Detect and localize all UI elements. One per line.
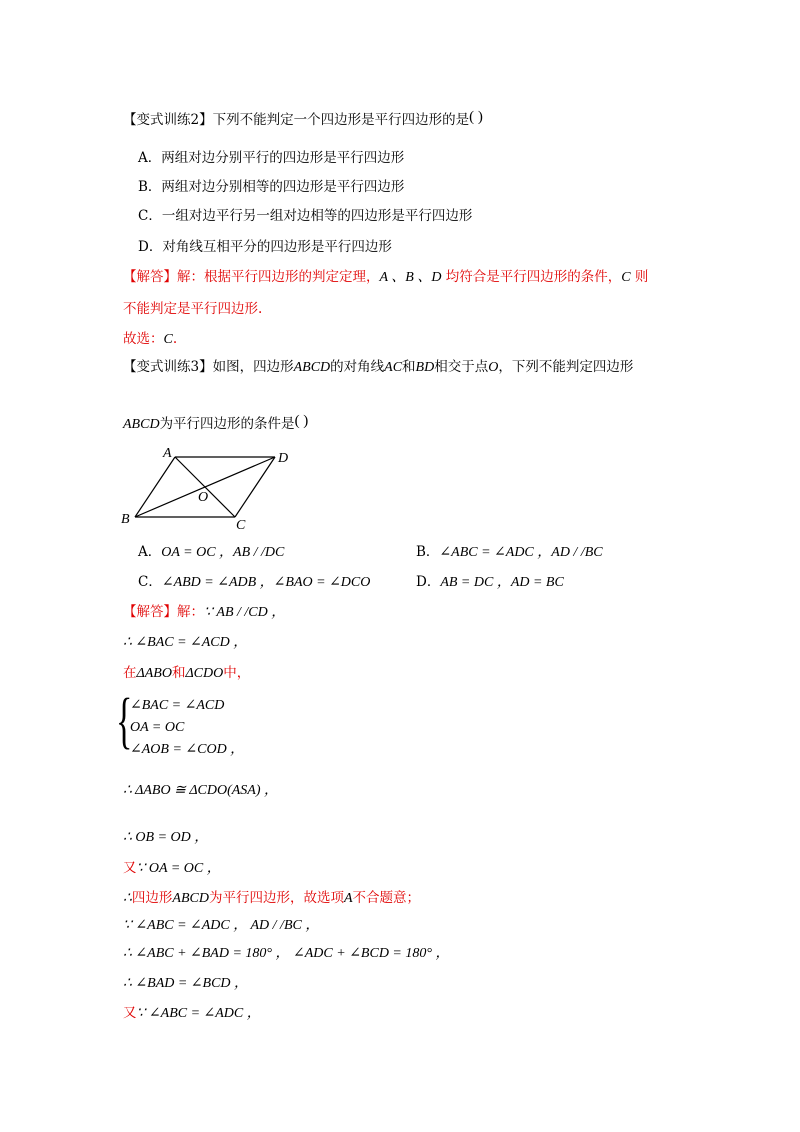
sol-s7b: 四边形 — [131, 890, 173, 906]
q2-stem-text: 下列不能判定一个四边形是平行四边形的是 — [212, 112, 470, 128]
q2-option-d: D．对角线互相平分的四边形是平行四边形 — [138, 239, 392, 255]
sol-system-1: ∠BAC = ∠ACD — [130, 698, 225, 713]
sol-s7f: 不合题意； — [352, 890, 421, 906]
q3-stem-e: ，下列不能判定四边形 — [498, 359, 634, 375]
q2-choose-label: 故选： — [123, 331, 164, 347]
q2-stem — [123, 108, 483, 129]
label-c: C — [236, 518, 246, 533]
sol-s1-math: ∵ AB / /CD ， — [204, 605, 286, 620]
sol-s11a: 又 — [123, 1005, 137, 1021]
q2-answer-line1 — [123, 268, 648, 287]
q3-stem2-abcd: ABCD — [123, 417, 160, 432]
q3-stem-c: 和 — [402, 359, 416, 375]
q3-option-c-math: ∠ABD = ∠ADB ，∠BAO = ∠DCO — [161, 575, 371, 590]
q2-answer-paren: ( ) — [469, 109, 483, 125]
sol-s7c: ABCD — [172, 891, 209, 906]
sol-s3d: ΔCDO — [185, 666, 224, 681]
sol-line11 — [123, 1004, 261, 1023]
system-brace: { — [116, 687, 133, 755]
sol-s3a: 在 — [123, 665, 137, 681]
sol-line3 — [123, 664, 250, 683]
q3-option-d-letter: D． — [416, 574, 441, 590]
q3-abcd: ABCD — [293, 360, 331, 375]
q2-choose-end: . — [172, 331, 178, 347]
q3-option-a-letter: A． — [138, 544, 162, 560]
sol-s6a: 又 — [123, 860, 137, 876]
q2-option-b: B．两组对边分别相等的四边形是平行四边形 — [138, 179, 405, 195]
q3-option-b — [416, 543, 603, 562]
sol-tag: 【解答】 — [123, 604, 177, 620]
sol-s7e: A — [343, 891, 353, 906]
label-a: A — [163, 446, 172, 461]
q2-choose-value: C — [163, 332, 173, 347]
q2-answer-c: C — [621, 270, 631, 285]
q2-answer-line2: 不能判定是平行四边形. — [123, 301, 263, 317]
q3-stem-line1 — [123, 358, 633, 377]
sol-s7d: 为平行四边形，故选项 — [208, 890, 344, 906]
q2-option-c: C．一组对边平行另一组对边相等的四边形是平行四边形 — [138, 208, 473, 224]
sol-line6 — [123, 859, 221, 878]
q2-tag: 【变式训练2】 — [123, 112, 213, 128]
sol-s1: 解： — [177, 604, 204, 620]
sol-s7a: ∴ — [123, 891, 132, 906]
sol-s6b: ∵ OA = OC ， — [136, 861, 221, 876]
sol-line9: ∴ ∠ABC + ∠BAD = 180° ， ∠ADC + ∠BCD = 180° ， — [123, 946, 450, 961]
q2-choose — [123, 330, 177, 349]
sol-line10: ∴ ∠BAD = ∠BCD ， — [123, 976, 249, 991]
sol-line5: ∴ OB = OD ， — [123, 830, 209, 845]
q3-option-d — [416, 573, 564, 592]
q3-o: O — [488, 360, 499, 375]
q3-stem-d: 相交于点 — [434, 359, 489, 375]
q3-ac: AC — [384, 360, 403, 375]
q2-answer-text: 解：根据平行四边形的判定定理， — [177, 269, 380, 285]
q3-option-d-math: AB = DC ，AD = BC — [440, 575, 564, 590]
sol-system-2: OA = OC — [130, 720, 185, 735]
q3-option-b-math: ∠ABC = ∠ADC ，AD / /BC — [439, 545, 603, 560]
q2-answer-text3: 则 — [634, 269, 649, 285]
q3-option-a — [138, 543, 284, 562]
q3-option-a-math: OA = OC ，AB / /DC — [161, 545, 285, 560]
q2-answer-tag: 【解答】 — [123, 269, 177, 285]
sol-s3b: ΔABO — [136, 666, 172, 681]
q3-stem-a: 如图，四边形 — [212, 359, 294, 375]
q3-option-c-letter: C． — [138, 574, 162, 590]
sol-line4: ∴ ΔABO ≅ ΔCDO(ASA) ， — [123, 783, 279, 798]
q2-answer-vars: A 、B 、D — [379, 270, 442, 285]
parallelogram-figure — [115, 445, 295, 535]
q3-stem-b: 的对角线 — [330, 359, 385, 375]
label-d: D — [278, 451, 289, 466]
q3-option-b-letter: B． — [416, 544, 440, 560]
q3-stem2-text: 为平行四边形的条件是 — [159, 416, 295, 432]
q3-answer-paren: ( ) — [294, 413, 309, 429]
label-b: B — [121, 512, 130, 527]
q2-answer-text2: 均符合是平行四边形的条件， — [445, 269, 622, 285]
sol-s3e: 中， — [223, 665, 251, 681]
sol-line7 — [123, 889, 420, 908]
sol-s11b: ∵ ∠ABC = ∠ADC ， — [136, 1006, 261, 1021]
q3-tag: 【变式训练3】 — [123, 359, 213, 375]
label-o: O — [198, 490, 209, 505]
sol-system-3: ∠AOB = ∠COD ， — [130, 742, 245, 757]
sol-line8: ∵ ∠ABC = ∠ADC ， AD / /BC ， — [123, 918, 320, 933]
diagonal-bd — [135, 457, 275, 517]
sol-s3c: 和 — [171, 665, 186, 681]
q3-option-c — [138, 573, 370, 592]
q2-option-a: A．两组对边分别平行的四边形是平行四边形 — [138, 150, 405, 166]
sol-line2: ∴ ∠BAC = ∠ACD ， — [123, 635, 248, 650]
q3-bd: BD — [415, 360, 435, 375]
sol-line1 — [123, 603, 285, 622]
q3-stem-line2 — [123, 412, 308, 434]
